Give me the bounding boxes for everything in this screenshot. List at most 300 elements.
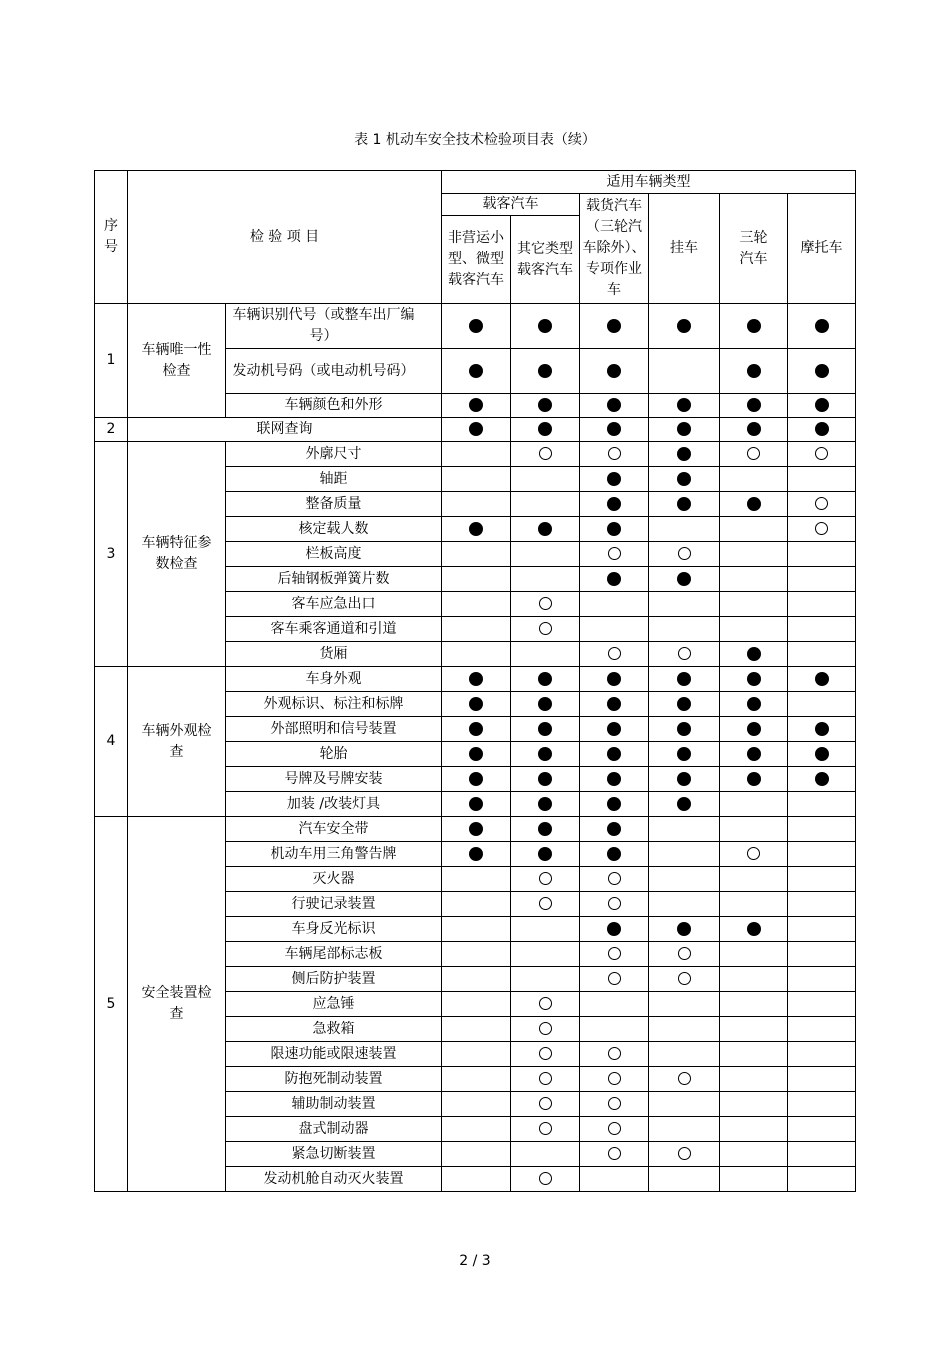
item-label: 发动机舱自动灭火装置 [226,1167,442,1192]
hollow-circle-icon [539,1072,552,1085]
mark-cell [442,467,511,492]
filled-circle-icon [538,772,552,786]
item-label: 汽车安全带 [226,817,442,842]
mark-cell [788,1017,856,1042]
filled-circle-icon [538,822,552,836]
filled-circle-icon [469,747,483,761]
item-label: 轮胎 [226,742,442,767]
item-label: 栏板高度 [226,542,442,567]
item-label: 辅助制动装置 [226,1092,442,1117]
mark-cell [720,442,788,467]
mark-cell [720,817,788,842]
hollow-circle-icon [539,872,552,885]
filled-circle-icon [815,772,829,786]
mark-cell [649,867,720,892]
col5-header: 三轮汽车 [720,194,788,304]
hollow-circle-icon [678,1147,691,1160]
filled-circle-icon [607,922,621,936]
mark-cell [442,967,511,992]
filled-circle-icon [469,398,483,412]
applicable-header: 适用车辆类型 [442,171,856,194]
mark-cell [511,642,580,667]
group-seq: 4 [95,667,128,817]
col6-header: 摩托车 [788,194,856,304]
mark-cell [649,492,720,517]
mark-cell [580,642,649,667]
mark-cell [442,492,511,517]
mark-cell [788,592,856,617]
mark-cell [788,767,856,792]
filled-circle-icon [607,797,621,811]
hollow-circle-icon [608,1072,621,1085]
filled-circle-icon [469,522,483,536]
mark-cell [442,442,511,467]
mark-cell [442,349,511,394]
group-name: 车辆外观检查 [128,667,226,817]
mark-cell [442,817,511,842]
mark-cell [649,517,720,542]
filled-circle-icon [607,697,621,711]
item-header: 检 验 项 目 [128,171,442,304]
item-label: 紧急切断装置 [226,1142,442,1167]
mark-cell [649,767,720,792]
mark-cell [442,1067,511,1092]
filled-circle-icon [747,647,761,661]
group-seq: 3 [95,442,128,667]
mark-cell [580,542,649,567]
mark-cell [511,467,580,492]
mark-cell [442,1117,511,1142]
mark-cell [580,967,649,992]
filled-circle-icon [677,772,691,786]
mark-cell [580,817,649,842]
mark-cell [788,642,856,667]
filled-circle-icon [607,572,621,586]
mark-cell [580,792,649,817]
mark-cell [649,1042,720,1067]
group-name: 安全装置检查 [128,817,226,1192]
hollow-circle-icon [678,1072,691,1085]
filled-circle-icon [607,847,621,861]
mark-cell [788,742,856,767]
mark-cell [442,617,511,642]
filled-circle-icon [607,747,621,761]
item-label: 后轴钢板弹簧片数 [226,567,442,592]
hollow-circle-icon [608,972,621,985]
mark-cell [649,442,720,467]
mark-cell [720,542,788,567]
table-row [95,442,856,467]
mark-cell [720,1142,788,1167]
item-label: 外观标识、标注和标牌 [226,692,442,717]
filled-circle-icon [677,922,691,936]
filled-circle-icon [469,422,483,436]
mark-cell [788,842,856,867]
mark-cell [511,617,580,642]
mark-cell [788,394,856,418]
mark-cell [580,567,649,592]
filled-circle-icon [607,472,621,486]
filled-circle-icon [815,398,829,412]
mark-cell [788,517,856,542]
mark-cell [580,992,649,1017]
mark-cell [511,817,580,842]
filled-circle-icon [747,722,761,736]
item-label: 车辆识别代号（或整车出厂编号） [226,304,442,349]
mark-cell [511,442,580,467]
item-label: 货厢 [226,642,442,667]
mark-cell [788,492,856,517]
mark-cell [442,692,511,717]
mark-cell [720,418,788,442]
mark-cell [788,942,856,967]
filled-circle-icon [469,822,483,836]
filled-circle-icon [538,398,552,412]
mark-cell [580,592,649,617]
mark-cell [511,667,580,692]
mark-cell [442,767,511,792]
filled-circle-icon [677,472,691,486]
mark-cell [720,717,788,742]
mark-cell [511,592,580,617]
mark-cell [649,892,720,917]
mark-cell [720,742,788,767]
mark-cell [511,692,580,717]
mark-cell [580,349,649,394]
mark-cell [720,1167,788,1192]
mark-cell [442,917,511,942]
mark-cell [788,692,856,717]
mark-cell [442,1092,511,1117]
mark-cell [580,692,649,717]
hollow-circle-icon [678,647,691,660]
filled-circle-icon [607,497,621,511]
mark-cell [442,567,511,592]
mark-cell [788,1067,856,1092]
hollow-circle-icon [608,447,621,460]
hollow-circle-icon [747,847,760,860]
mark-cell [649,1142,720,1167]
mark-cell [511,1142,580,1167]
filled-circle-icon [747,422,761,436]
mark-cell [511,492,580,517]
mark-cell [442,842,511,867]
mark-cell [788,617,856,642]
hollow-circle-icon [539,1047,552,1060]
filled-circle-icon [607,319,621,333]
mark-cell [511,992,580,1017]
mark-cell [580,742,649,767]
hollow-circle-icon [608,1147,621,1160]
filled-circle-icon [607,772,621,786]
filled-circle-icon [815,319,829,333]
mark-cell [649,567,720,592]
col3-header: 载货汽车（三轮汽车除外）、专项作业车 [580,194,649,304]
item-label: 核定载人数 [226,517,442,542]
hollow-circle-icon [678,947,691,960]
group-name: 联网查询 [128,418,442,442]
mark-cell [580,942,649,967]
mark-cell [511,1067,580,1092]
mark-cell [649,967,720,992]
item-label: 侧后防护装置 [226,967,442,992]
mark-cell [580,442,649,467]
filled-circle-icon [607,398,621,412]
hollow-circle-icon [539,1097,552,1110]
mark-cell [580,842,649,867]
hollow-circle-icon [539,1122,552,1135]
group-seq: 1 [95,304,128,418]
mark-cell [720,394,788,418]
hollow-circle-icon [608,1047,621,1060]
mark-cell [511,394,580,418]
mark-cell [580,917,649,942]
filled-circle-icon [747,697,761,711]
mark-cell [720,917,788,942]
mark-cell [720,592,788,617]
hollow-circle-icon [539,1172,552,1185]
hollow-circle-icon [608,947,621,960]
mark-cell [649,542,720,567]
filled-circle-icon [607,364,621,378]
filled-circle-icon [677,422,691,436]
filled-circle-icon [607,722,621,736]
mark-cell [788,1092,856,1117]
filled-circle-icon [677,797,691,811]
mark-cell [788,792,856,817]
mark-cell [442,1042,511,1067]
mark-cell [720,517,788,542]
item-label: 车辆颜色和外形 [226,394,442,418]
table-row [95,304,856,349]
mark-cell [720,642,788,667]
mark-cell [511,304,580,349]
mark-cell [580,867,649,892]
filled-circle-icon [469,847,483,861]
mark-cell [442,717,511,742]
mark-cell [511,542,580,567]
mark-cell [649,1067,720,1092]
group-seq: 5 [95,817,128,1192]
filled-circle-icon [815,722,829,736]
mark-cell [720,1117,788,1142]
header-row [95,171,856,194]
filled-circle-icon [469,697,483,711]
mark-cell [511,1017,580,1042]
mark-cell [442,517,511,542]
mark-cell [720,667,788,692]
mark-cell [649,692,720,717]
mark-cell [720,304,788,349]
mark-cell [580,492,649,517]
mark-cell [442,1142,511,1167]
mark-cell [511,767,580,792]
item-label: 机动车用三角警告牌 [226,842,442,867]
mark-cell [720,867,788,892]
mark-cell [720,842,788,867]
mark-cell [788,349,856,394]
mark-cell [511,867,580,892]
mark-cell [442,1167,511,1192]
mark-cell [720,892,788,917]
filled-circle-icon [677,447,691,461]
mark-cell [649,717,720,742]
item-label: 客车应急出口 [226,592,442,617]
filled-circle-icon [469,319,483,333]
mark-cell [720,1067,788,1092]
mark-cell [580,1092,649,1117]
item-label: 外部照明和信号装置 [226,717,442,742]
filled-circle-icon [677,722,691,736]
filled-circle-icon [538,697,552,711]
hollow-circle-icon [539,1022,552,1035]
mark-cell [788,1117,856,1142]
mark-cell [649,394,720,418]
filled-circle-icon [538,722,552,736]
mark-cell [649,617,720,642]
mark-cell [511,418,580,442]
item-label: 号牌及号牌安装 [226,767,442,792]
mark-cell [511,1042,580,1067]
filled-circle-icon [538,672,552,686]
item-label: 轴距 [226,467,442,492]
mark-cell [580,517,649,542]
mark-cell [649,817,720,842]
mark-cell [580,1067,649,1092]
mark-cell [649,792,720,817]
filled-circle-icon [538,319,552,333]
mark-cell [442,667,511,692]
mark-cell [580,717,649,742]
group-name: 车辆唯一性检查 [128,304,226,418]
hollow-circle-icon [815,497,828,510]
mark-cell [788,1142,856,1167]
mark-cell [788,1042,856,1067]
mark-cell [720,617,788,642]
mark-cell [788,917,856,942]
mark-cell [720,692,788,717]
filled-circle-icon [469,797,483,811]
mark-cell [720,992,788,1017]
mark-cell [511,792,580,817]
hollow-circle-icon [539,897,552,910]
filled-circle-icon [747,747,761,761]
mark-cell [720,467,788,492]
item-label: 应急锤 [226,992,442,1017]
item-label: 客车乘客通道和引道 [226,617,442,642]
filled-circle-icon [469,672,483,686]
mark-cell [720,767,788,792]
mark-cell [649,842,720,867]
hollow-circle-icon [747,447,760,460]
item-label: 行驶记录装置 [226,892,442,917]
hollow-circle-icon [539,447,552,460]
mark-cell [511,717,580,742]
mark-cell [580,767,649,792]
mark-cell [511,567,580,592]
mark-cell [511,892,580,917]
mark-cell [788,992,856,1017]
filled-circle-icon [815,672,829,686]
filled-circle-icon [607,672,621,686]
seq-header: 序号 [95,171,128,304]
item-label: 车身外观 [226,667,442,692]
mark-cell [511,942,580,967]
filled-circle-icon [677,497,691,511]
mark-cell [580,892,649,917]
filled-circle-icon [469,722,483,736]
filled-circle-icon [815,422,829,436]
mark-cell [788,304,856,349]
mark-cell [788,817,856,842]
mark-cell [788,442,856,467]
filled-circle-icon [677,672,691,686]
mark-cell [720,492,788,517]
mark-cell [580,1017,649,1042]
mark-cell [511,1117,580,1142]
hollow-circle-icon [539,997,552,1010]
item-label: 发动机号码（或电动机号码） [226,349,442,394]
mark-cell [788,667,856,692]
mark-cell [442,867,511,892]
mark-cell [442,304,511,349]
hollow-circle-icon [608,1097,621,1110]
mark-cell [720,349,788,394]
hollow-circle-icon [608,1122,621,1135]
mark-cell [649,1092,720,1117]
filled-circle-icon [677,398,691,412]
mark-cell [649,667,720,692]
filled-circle-icon [677,319,691,333]
mark-cell [511,349,580,394]
mark-cell [442,394,511,418]
mark-cell [720,967,788,992]
mark-cell [788,967,856,992]
hollow-circle-icon [539,597,552,610]
filled-circle-icon [607,522,621,536]
filled-circle-icon [677,572,691,586]
mark-cell [580,617,649,642]
table-caption: 表 1 机动车安全技术检验项目表（续） [354,132,596,148]
filled-circle-icon [677,697,691,711]
filled-circle-icon [747,672,761,686]
mark-cell [442,992,511,1017]
hollow-circle-icon [539,622,552,635]
mark-cell [511,517,580,542]
mark-cell [580,1167,649,1192]
filled-circle-icon [747,319,761,333]
mark-cell [720,567,788,592]
item-label: 车身反光标识 [226,917,442,942]
hollow-circle-icon [608,872,621,885]
mark-cell [649,304,720,349]
filled-circle-icon [677,747,691,761]
page-number: 2 / 3 [459,1253,491,1269]
mark-cell [580,1142,649,1167]
item-label: 车辆尾部标志板 [226,942,442,967]
mark-cell [649,1117,720,1142]
item-label: 盘式制动器 [226,1117,442,1142]
mark-cell [720,1042,788,1067]
filled-circle-icon [815,747,829,761]
mark-cell [511,1092,580,1117]
mark-cell [649,418,720,442]
filled-circle-icon [538,847,552,861]
filled-circle-icon [747,497,761,511]
item-label: 加装 /改装灯具 [226,792,442,817]
mark-cell [788,717,856,742]
item-label: 整备质量 [226,492,442,517]
